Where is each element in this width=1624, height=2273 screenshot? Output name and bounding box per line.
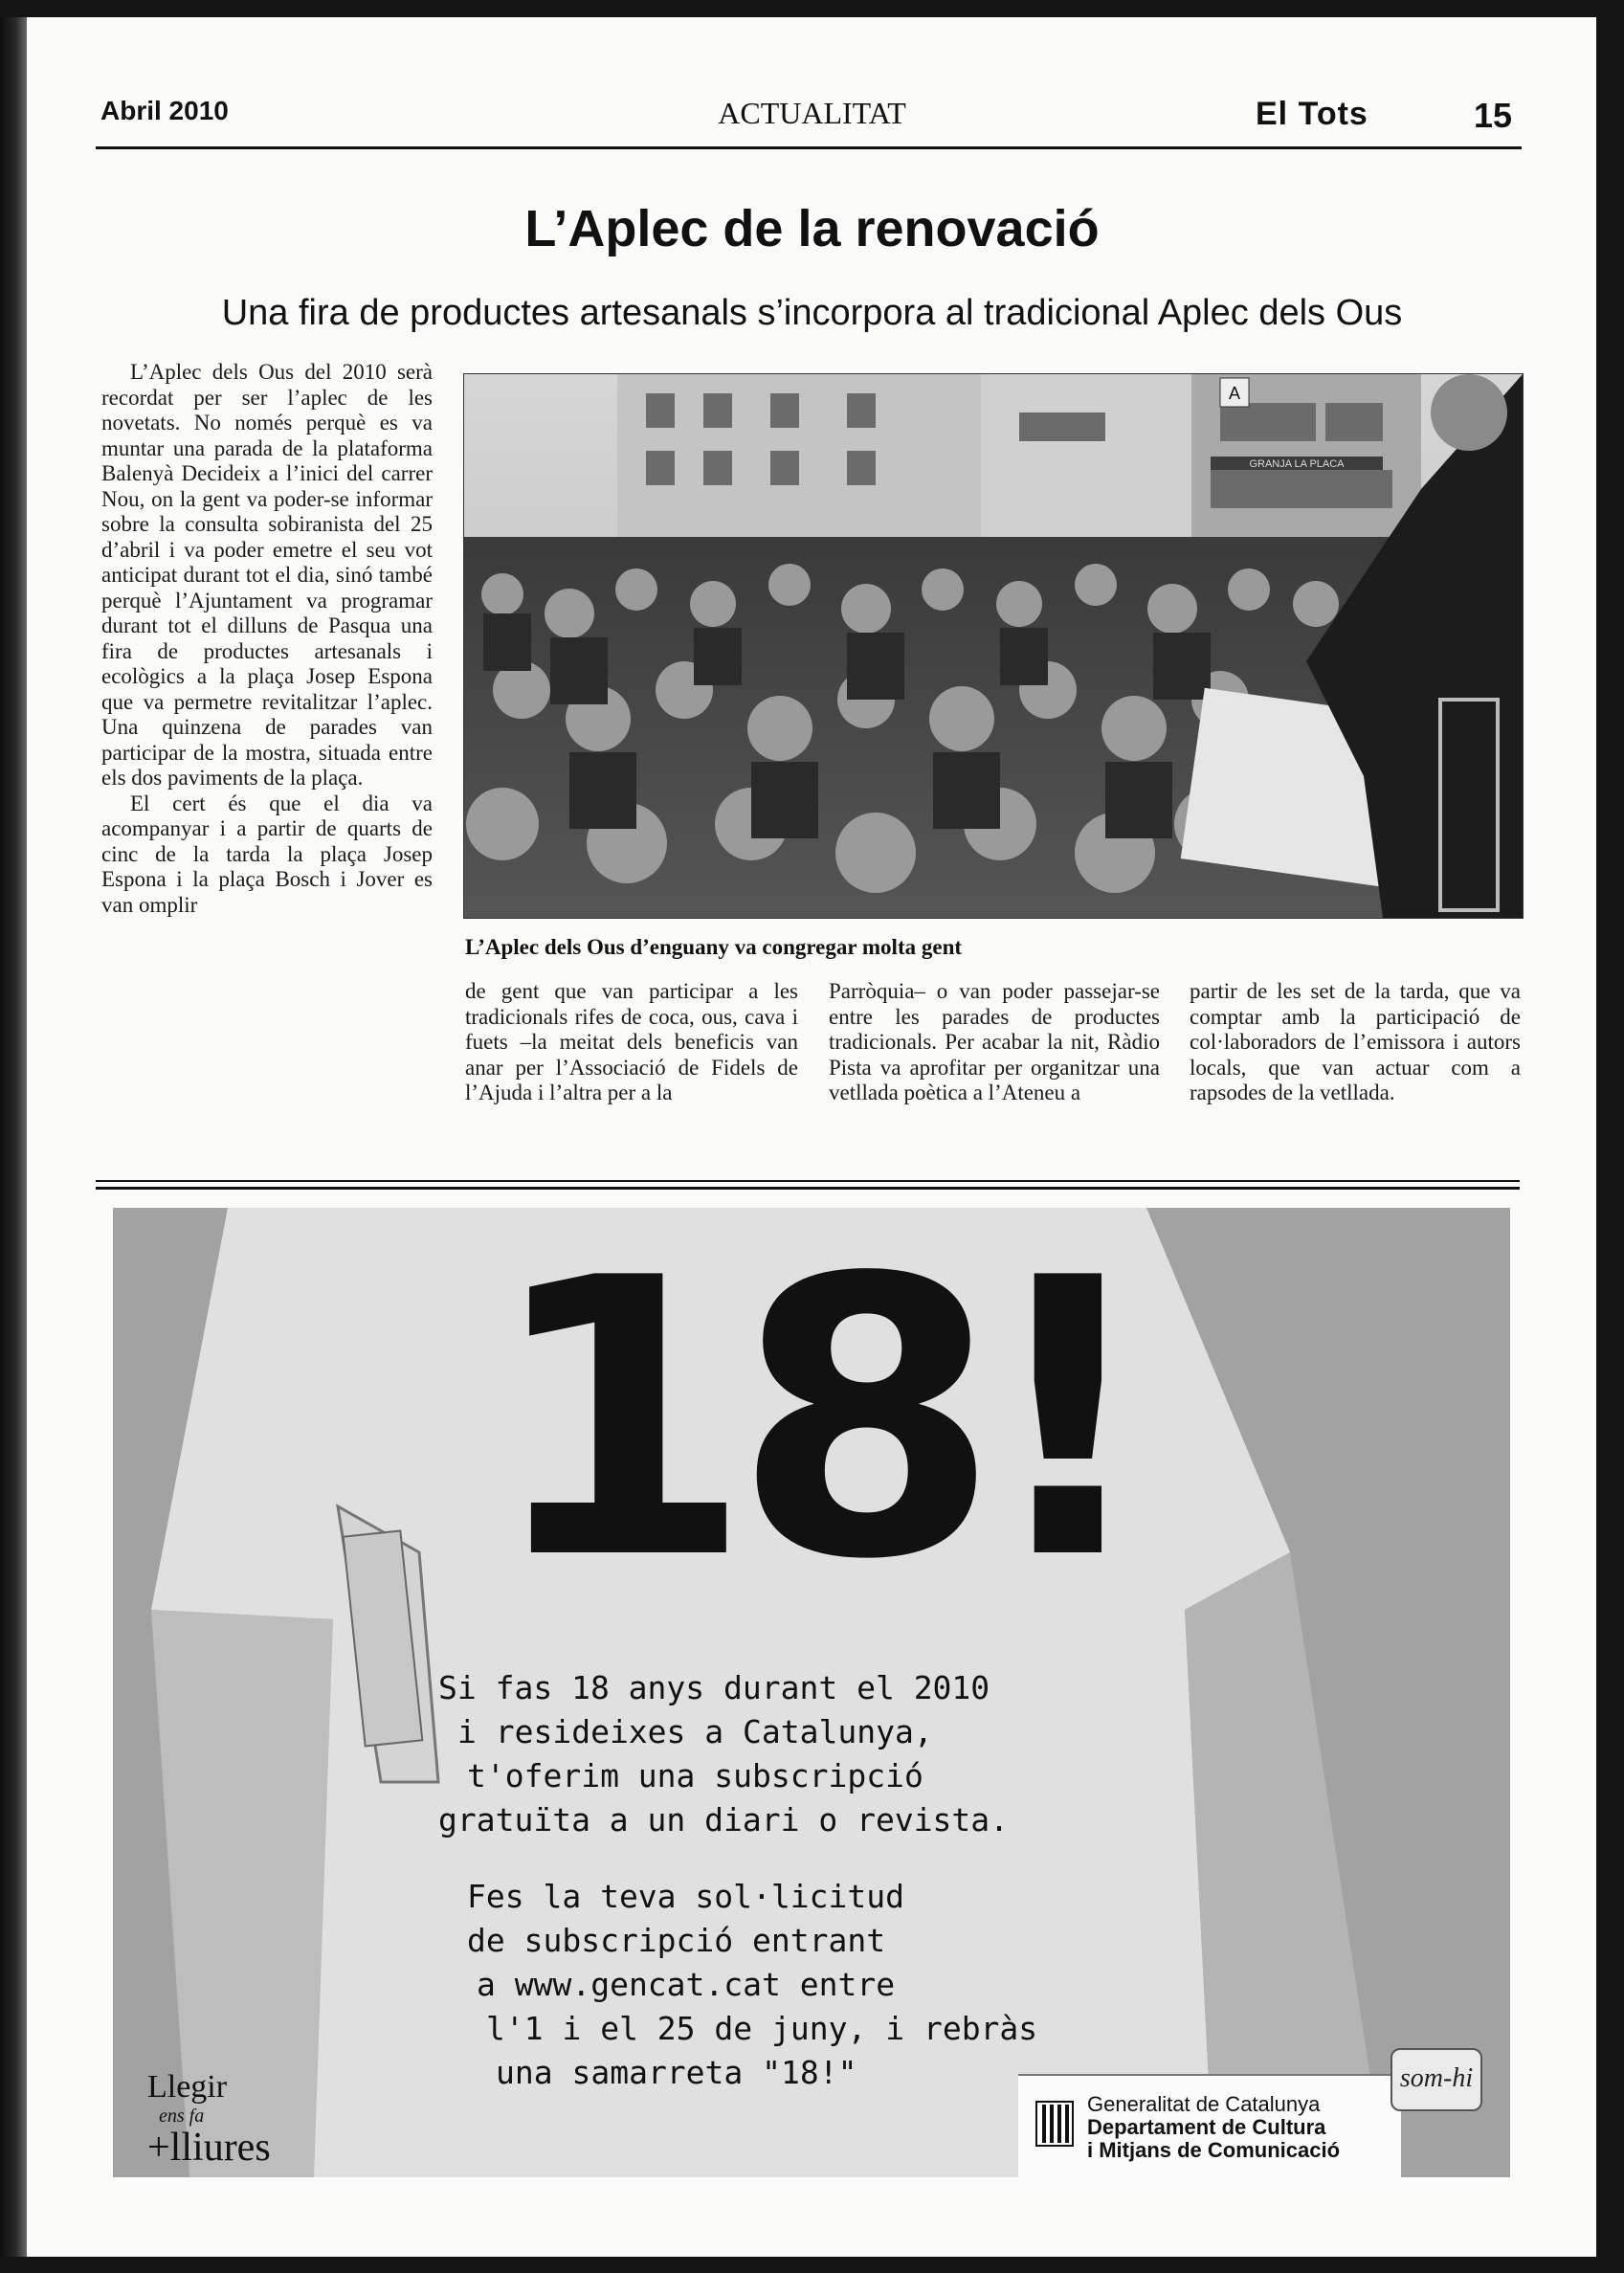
- llegir-logo: [147, 2069, 271, 2168]
- generalitat-name: Generalitat de Catalunya: [1087, 2092, 1321, 2116]
- ad-text-line: una samarreta "18!": [496, 2054, 857, 2091]
- generalitat-text: [1087, 2093, 1340, 2162]
- ad-big-number: 18!: [486, 1208, 1137, 1643]
- article-column-4: [1190, 979, 1521, 1106]
- issue-date: Abril 2010: [100, 96, 229, 125]
- department-name: Departament de Cultura: [1087, 2115, 1326, 2139]
- advertisement: [113, 1208, 1510, 2177]
- photo-sign-letter: A: [1228, 384, 1241, 403]
- article-subheadline: Una fira de productes artesanals s’incorpora al tradicional Aplec dels Ous: [221, 293, 1403, 333]
- ad-text-line: Fes la teva sol·licitud: [467, 1878, 904, 1915]
- ad-text-line: Si fas 18 anys durant el 2010: [438, 1669, 990, 1706]
- llegir-logo-line: Llegir: [147, 2069, 228, 2105]
- senyera-icon: [1035, 2101, 1074, 2147]
- section-divider: [96, 1180, 1520, 1182]
- article-column-1: [101, 360, 433, 918]
- department-name: i Mitjans de Comunicació: [1087, 2138, 1341, 2162]
- ad-text-line: a www.gencat.cat entre: [477, 1966, 896, 2003]
- crowd-photo-image: [464, 374, 1523, 918]
- page-binding-shadow: [0, 17, 27, 2257]
- paragraph: El cert és que el dia va acompanyar i a partir de quarts de cinc de la tarda la plaça Josep Espona i la plaça Bosch i Jover es van omplir: [101, 791, 433, 917]
- ad-text-line: gratuïta a un diari o revista.: [438, 1801, 1010, 1838]
- article-column-3: [829, 979, 1160, 1106]
- ad-text-line: t'oferim una subscripció: [467, 1757, 923, 1794]
- magazine-name: El Tots: [1256, 96, 1368, 132]
- paragraph: L’Aplec dels Ous del 2010 serà recordat per ser l’aplec de les novetats. No només perquè es va muntar una parada de la plataforma Balenyà Decideix a l’inici del carrer Nou, on la gent va poder-se informar sobre la consulta sobiranista del 25 d’abril i va poder emetre el seu vot anticipat durant tot el dia, sinó també perquè l’Ajuntament va programar durant tot el dilluns de Pasqua una fira de productes artesanals i ecològics a la plaça Josep Espona que va permetre revitalitzar l’aplec. Una quinzena de parades van participar de la mostra, situada entre els dos paviments de la plaça.: [101, 360, 433, 790]
- section-divider: [96, 1187, 1520, 1190]
- ad-text-line: i resideixes a Catalunya,: [457, 1713, 933, 1750]
- ad-text-line: de subscripció entrant: [467, 1922, 886, 1959]
- llegir-logo-line: ens fa: [159, 2106, 205, 2127]
- photo-caption: L’Aplec dels Ous d’enguany va congregar molta gent: [465, 935, 963, 959]
- generalitat-logo-box: [1018, 2074, 1401, 2177]
- llegir-logo-line: +lliures: [147, 2126, 271, 2170]
- photo-shop-sign: GRANJA LA PLACA: [1249, 458, 1345, 470]
- article-column-2: [465, 979, 798, 1106]
- header-rule: [96, 146, 1522, 149]
- paragraph: Parròquia– o van poder passejar-se entre les parades de productes tradicionals. Per acabar la nit, Ràdio Pista va aprofitar per organitzar una vetllada poètica a l’Ateneu a: [829, 979, 1160, 1104]
- crowd-photo: [463, 373, 1524, 919]
- article-headline: L’Aplec de la renovació: [524, 200, 1100, 257]
- page-number: 15: [1474, 96, 1513, 135]
- somhi-badge: som-hi: [1390, 2048, 1482, 2111]
- paragraph: partir de les set de la tarda, que va comptar amb la participació de col·laboradors de l’emissora i autors locals, que van actuar com a rapsodes de la vetllada.: [1190, 979, 1521, 1104]
- ad-text-line: l'1 i el 25 de juny, i rebràs: [486, 2010, 1038, 2047]
- section-title: ACTUALITAT: [718, 96, 906, 130]
- paragraph: de gent que van participar a les tradicionals rifes de coca, ous, cava i fuets –la meitat dels beneficis van anar per l’Associació de Fidels de l’Ajuda i l’altra per a la: [465, 979, 798, 1104]
